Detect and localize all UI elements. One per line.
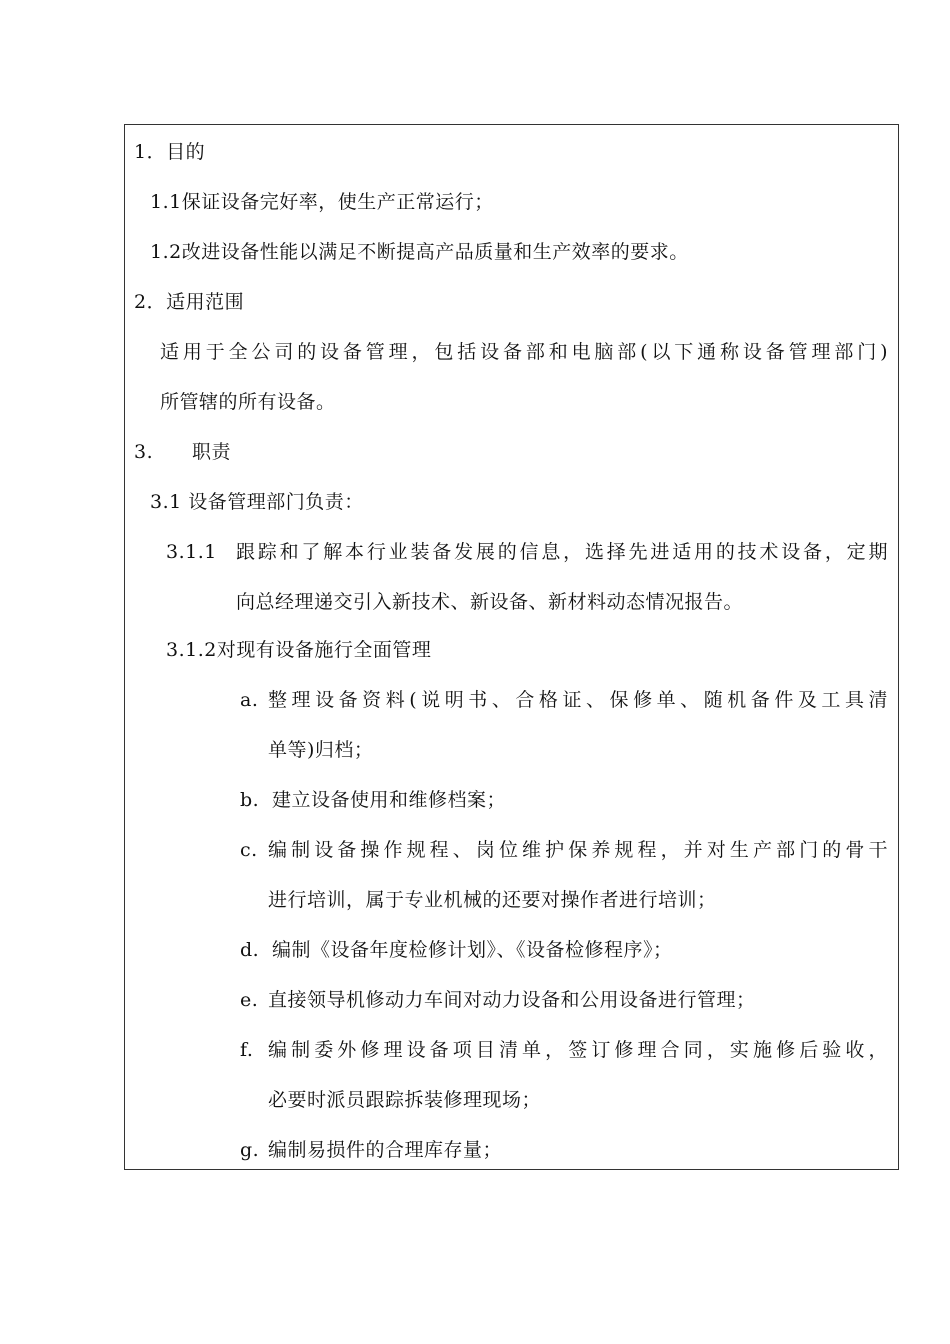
section3-heading-number: 3. xyxy=(134,441,154,463)
section3-heading: 职责 xyxy=(192,441,232,463)
list-e-label: e. xyxy=(240,989,259,1011)
list-a-line2: 单等)归档； xyxy=(268,739,374,761)
section2-heading: 2．适用范围 xyxy=(134,291,245,313)
section2-body-line2: 所管辖的所有设备。 xyxy=(160,391,336,413)
list-c-label: c. xyxy=(240,839,258,861)
list-b-label: b. xyxy=(240,789,260,811)
item-311-number: 3.1.1 xyxy=(166,541,217,563)
section1-item2: 1.2改进设备性能以满足不断提高产品质量和生产效率的要求。 xyxy=(150,241,689,263)
list-a-line1: 整理设备资料(说明书、合格证、保修单、随机备件及工具清 xyxy=(268,689,888,711)
item-312: 3.1.2对现有设备施行全面管理 xyxy=(166,639,432,661)
section1-heading: 1．目的 xyxy=(134,141,206,163)
list-c-line2: 进行培训，属于专业机械的还要对操作者进行培训； xyxy=(268,889,717,911)
item-311-line1: 跟踪和了解本行业装备发展的信息，选择先进适用的技术设备，定期 xyxy=(236,541,888,563)
list-a-label: a. xyxy=(240,689,259,711)
section1-item1: 1.1保证设备完好率，使生产正常运行； xyxy=(150,191,494,213)
list-g-label: g. xyxy=(240,1139,260,1161)
list-f-label: f. xyxy=(240,1039,254,1061)
section3-sub1: 3.1 设备管理部门负责： xyxy=(150,491,364,513)
list-e-text: 直接领导机修动力车间对动力设备和公用设备进行管理； xyxy=(268,989,756,1011)
list-b-text: 建立设备使用和维修档案； xyxy=(272,789,507,811)
list-d-label: d. xyxy=(240,939,260,961)
list-g-text: 编制易损件的合理库存量； xyxy=(268,1139,503,1161)
section2-body-line1: 适用于全公司的设备管理，包括设备部和电脑部(以下通称设备管理部门) xyxy=(160,341,888,363)
list-d-text: 编制《设备年度检修计划》、《设备检修程序》； xyxy=(272,939,673,961)
list-c-line1: 编制设备操作规程、岗位维护保养规程，并对生产部门的骨干 xyxy=(268,839,888,861)
item-311-line2: 向总经理递交引入新技术、新设备、新材料动态情况报告。 xyxy=(236,591,744,613)
list-f-line1: 编制委外修理设备项目清单，签订修理合同，实施修后验收， xyxy=(268,1039,888,1061)
list-f-line2: 必要时派员跟踪拆装修理现场； xyxy=(268,1089,542,1111)
